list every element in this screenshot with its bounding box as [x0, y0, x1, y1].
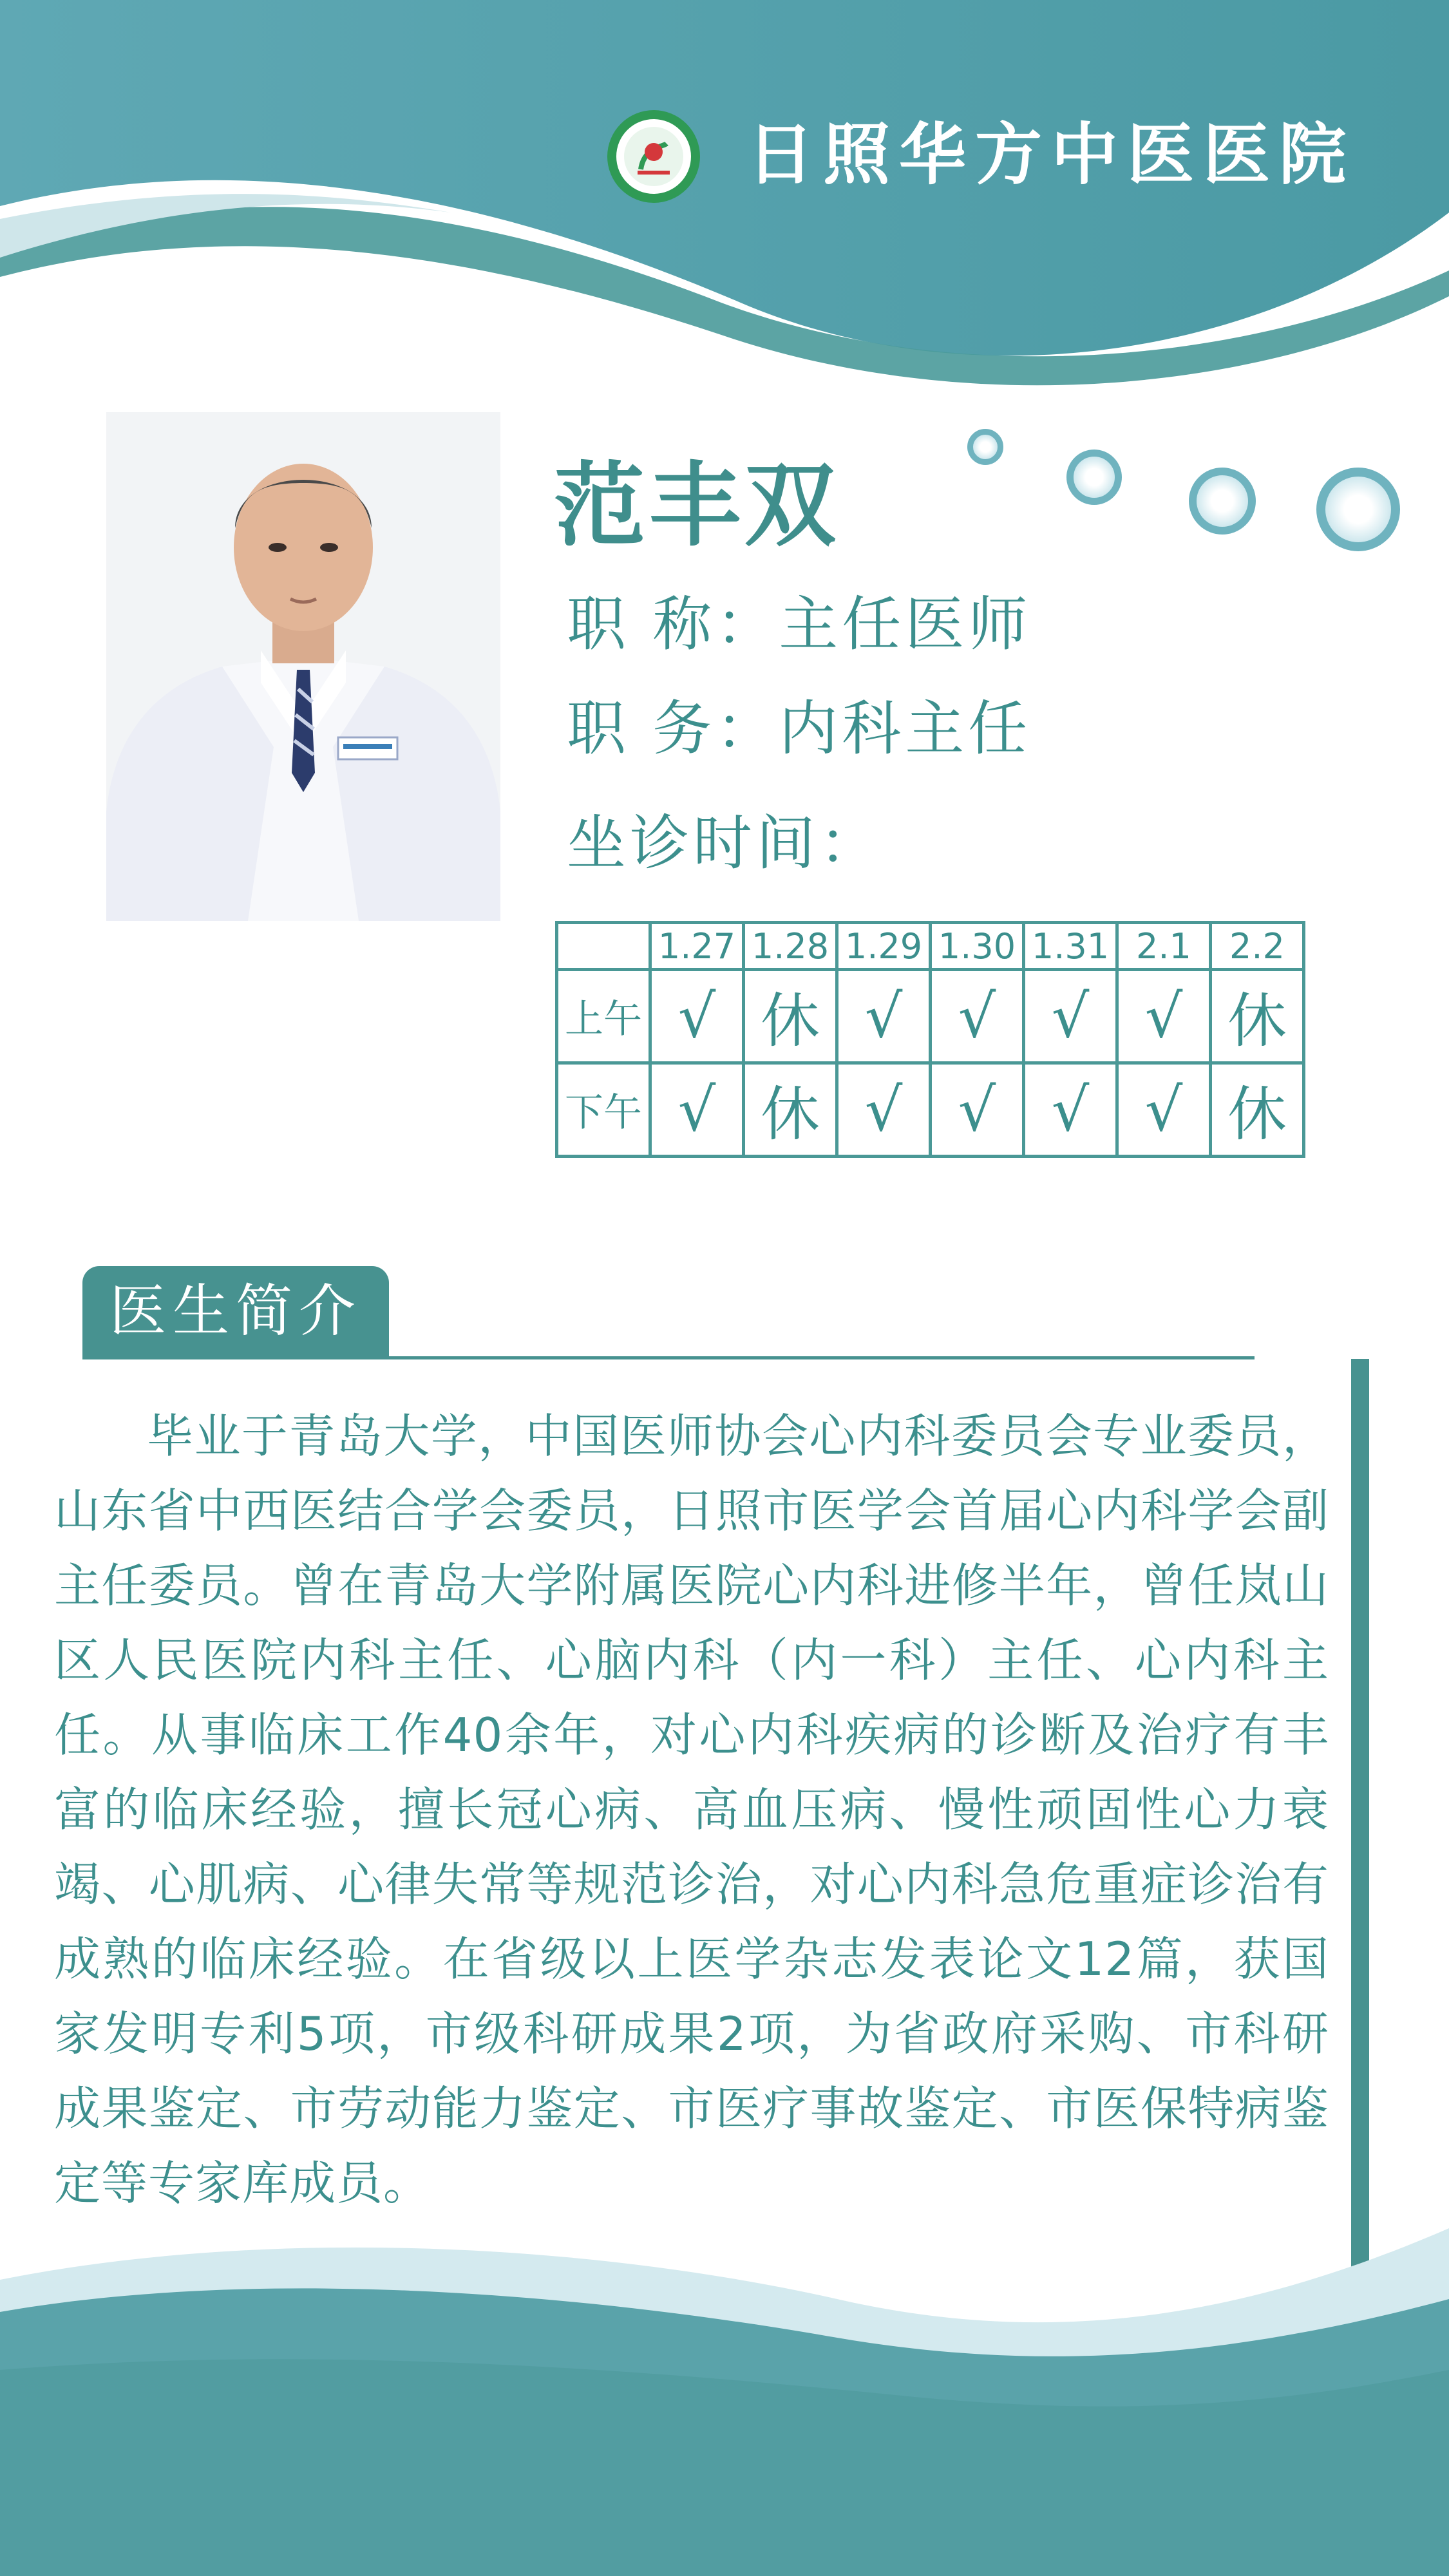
schedule-date: 1.28 — [744, 923, 837, 970]
bubble-decoration — [1066, 450, 1122, 505]
doctor-title: 职 称：主任医师 — [567, 590, 1032, 659]
schedule-date: 2.2 — [1211, 923, 1304, 970]
schedule-cell: √ — [837, 1063, 931, 1157]
intro-heading-tab: 医生简介 — [82, 1266, 389, 1356]
hospital-name: 日照华方中医医院 — [747, 115, 1356, 194]
bubble-decoration — [1316, 468, 1400, 551]
intro-text: 毕业于青岛大学，中国医师协会心内科委员会专业委员，山东省中西医结合学会委员，日照市医学会首届心内科学会副主任委员。曾在青岛大学附属医院心内科进修半年，曾任岚山区人民医院内科主任、心脑内科（内一科）主任、心内科主任。从事临床工作40余年，对心内科疾病的诊断及治疗有丰富的临床经验，擅长冠心病、高血压病、慢性顽固性心力衰竭、心肌病、心律失常等规范诊治，对心内科急危重症诊治有成熟的临床经验。在省级以上医学杂志发表论文12篇，获国家发明专利5项，市级科研成果2项，为省政府采购、市科研成果鉴定、市劳动能力鉴定、市医疗事故鉴定、市医保特病鉴定等专家库成员。 — [54, 1409, 1329, 2210]
doctor-photo — [106, 412, 500, 921]
schedule-cell: 休 — [1211, 970, 1304, 1063]
schedule-cell: √ — [837, 970, 931, 1063]
schedule-cell: √ — [1024, 1063, 1117, 1157]
schedule-corner-cell — [557, 923, 650, 970]
schedule-heading: 坐诊时间： — [567, 809, 883, 878]
schedule-cell: √ — [1024, 970, 1117, 1063]
schedule-date: 1.31 — [1024, 923, 1117, 970]
schedule-cell: √ — [931, 970, 1024, 1063]
schedule-date: 1.30 — [931, 923, 1024, 970]
schedule-header-row — [557, 923, 1304, 970]
doctor-position: 职 务：内科主任 — [567, 694, 1032, 763]
schedule-date: 1.29 — [837, 923, 931, 970]
schedule-date: 1.27 — [650, 923, 744, 970]
schedule-row-label: 下午 — [557, 1063, 650, 1157]
bubble-decoration — [967, 429, 1003, 465]
header-wave-background — [0, 0, 1449, 399]
bubble-decoration — [1189, 468, 1256, 535]
doctor-name: 范丰双 — [554, 452, 840, 559]
schedule-row-morning — [557, 970, 1304, 1063]
schedule-cell: √ — [931, 1063, 1024, 1157]
schedule-date: 2.1 — [1117, 923, 1211, 970]
schedule-cell: √ — [1117, 1063, 1211, 1157]
schedule-row-afternoon — [557, 1063, 1304, 1157]
schedule-cell: 休 — [1211, 1063, 1304, 1157]
hospital-logo-icon — [605, 108, 702, 205]
schedule-cell: 休 — [744, 1063, 837, 1157]
schedule-table — [555, 921, 1305, 1158]
intro-side-bar — [1351, 1359, 1369, 2293]
schedule-cell: 休 — [744, 970, 837, 1063]
schedule-cell: √ — [650, 1063, 744, 1157]
schedule-row-label: 上午 — [557, 970, 650, 1063]
schedule-cell: √ — [650, 970, 744, 1063]
schedule-cell: √ — [1117, 970, 1211, 1063]
footer-wave-background — [0, 2202, 1449, 2576]
intro-divider — [82, 1356, 1255, 1359]
